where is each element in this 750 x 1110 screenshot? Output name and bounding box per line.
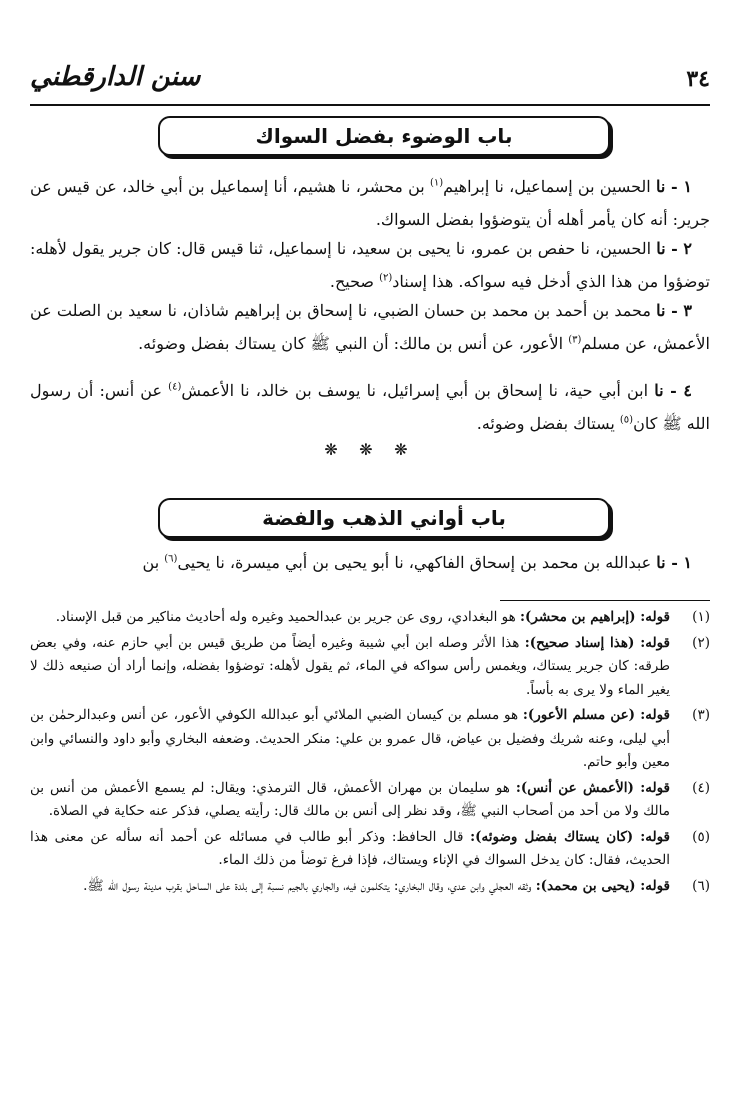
hadith-number: ٣ - نا [656,301,693,320]
hadith-text: عبدالله بن محمد بن إسحاق الفاكهي، نا أبو يحيى بن أبي ميسرة، نا يحيى [177,553,657,572]
footnote [30,704,710,775]
footnote-body: قال الحافظ: وذكر أبو طالب في مسائله عن أحمد أنه سأله عن معنى هذا الحديث، فقال: كان يدخل السواك في الإناء ويستاك، فإذا فرغ توضأ من ذلك الماء. [30,828,670,868]
hadith-number: ١ - نا [655,177,692,196]
footnote-number: (٤) [692,779,710,796]
hadith-text: صحيح. [329,272,380,291]
footnote [30,606,710,630]
footnote-number: (١) [692,609,710,625]
footnote-text [30,704,670,775]
footnote-rule [500,600,710,601]
footnote-body: هو مسلم بن كيسان الضبي الملائي أبو عبدالله الكوفي الأعور، عن أنس وعبدالرحمٰن بن أبي ليلى، وعنه شريك وفضيل بن عياض، قال عمرو بن علي: منكر الحديث. وضعفه البخاري وأبو داود والنسائي وابن معين وأبو حاتم. [30,707,670,770]
footnote-lead: قوله: (الأعمش عن أنس): [515,779,670,796]
hadith-number: ٢ - نا [656,239,693,258]
footnote-text [30,875,670,899]
section-separator: ❋ ❋ ❋ [324,440,416,459]
footnote-lead: قوله: (كان يستاك بفضل وضوئه): [470,828,670,845]
chapter-title-box [158,498,610,538]
chapter-title: باب أواني الذهب والفضة [262,506,506,530]
footnote [30,777,710,824]
footnote-lead: قوله: (هذا إسناد صحيح): [524,634,670,651]
footnote-text [30,777,670,824]
hadith-text: بن محشر، نا هشيم، أنا إسماعيل بن أبي خالد، عن قيس عن جرير: أنه كان يأمر أهله أن يتوضؤوا بفضل السواك. [30,177,710,229]
footnote-body: هو سليمان بن مهران الأعمش، قال الترمذي: ويقال: لم يسمع الأعمش من أنس بن مالك ولا من أحد من أصحاب النبي ﷺ، وقد نظر إلى أنس بن مالك قال: رأيته يصلي، فذكر عنه حكاية في الصلاة. [30,779,670,819]
hadith-text: الحسين، نا حفص بن عمرو، نا يحيى بن سعيد، نا إسماعيل، ثنا قيس قال: كان جرير يقول لأهله: توضؤوا من هذا الذي أدخل فيه سواكه. هذا إسناد [30,239,710,291]
footnote-text [30,606,670,630]
footnote-text [30,826,670,873]
hadith-paragraph [30,170,710,236]
footnote-ref: (١) [429,177,444,189]
hadith-number: ٤ - نا [654,381,693,400]
footnote [30,632,710,703]
footnote-number: (٦) [692,877,710,894]
footnote [30,875,710,899]
chapter-title-box [158,116,610,156]
hadith-text: بن [142,553,165,572]
hadith-paragraph [30,232,710,298]
book-page [30,0,710,1110]
hadith-text: محمد بن أحمد بن محمد بن حسان الضبي، نا إسحاق بن إبراهيم شاذان، نا سعيد بن الصلت عن الأعمش، عن مسلم [30,301,710,353]
footnote-number: (٣) [692,707,710,723]
page-number: ٣٤ [686,66,710,92]
header-rule [30,104,710,106]
book-title: سنن الدارقطني [30,62,201,92]
footnote-number: (٢) [692,634,710,651]
hadith-number: ١ - نا [656,553,692,572]
hadith-text: عن أنس: أن رسول الله ﷺ كان [30,381,710,433]
footnote-ref: (٥) [619,414,634,426]
footnote-ref: (٤) [168,381,182,393]
footnote-lead: قوله: (عن مسلم الأعور): [522,707,670,723]
hadith-paragraph [30,546,710,579]
hadith-text: الأعور، عن أنس بن مالك: أن النبي ﷺ كان يستاك بفضل وضوئه. [138,334,569,353]
hadith-text: ابن أبي حية، نا إسحاق بن أبي إسرائيل، نا يوسف بن خالد، نا الأعمش [181,381,655,400]
page-header [30,62,710,108]
hadith-paragraph [30,374,710,440]
footnote-number: (٥) [692,828,710,845]
footnote-lead: قوله: (إبراهيم بن محشر): [520,609,670,625]
footnote-ref: (٣) [568,334,582,346]
footnote-text [30,632,670,703]
footnote-body: وثقه العجلي وابن عدي، وقال البخاري: يتكلمون فيه، والجاري بالجيم نسبة إلى بلدة على الساحل بقرب مدينة رسول الله ﷺ. [83,877,536,894]
hadith-paragraph [30,294,710,360]
footnote-body: هذا الأثر وصله ابن أبي شيبة وغيره أيضاً من طريق قيس بن أبي حازم عنه، وفي بعض طرقه: كان جرير يستاك، ويغمس رأس سواكه في الماء، ثم يقول لأهله: توضؤوا بفضله، وإنما أراد أن صنيعه ذلك لا يغير الماء ولا يرى به بأساً. [30,634,670,698]
footnote-body: هو البغدادي، روى عن جرير بن عبدالحميد وغيره وله أحاديث مناكير من قبل الإسناد. [55,609,521,625]
footnote-ref: (٢) [379,272,393,284]
chapter-title: باب الوضوء بفضل السواك [255,124,513,148]
footnote [30,826,710,873]
footnote-lead: قوله: (يحيى بن محمد): [535,877,670,894]
hadith-text: الحسين بن إسماعيل، نا إبراهيم [443,177,656,196]
footnote-ref: (٦) [164,553,178,565]
hadith-text: يستاك بفضل وضوئه. [476,414,620,433]
footnotes [30,606,710,900]
